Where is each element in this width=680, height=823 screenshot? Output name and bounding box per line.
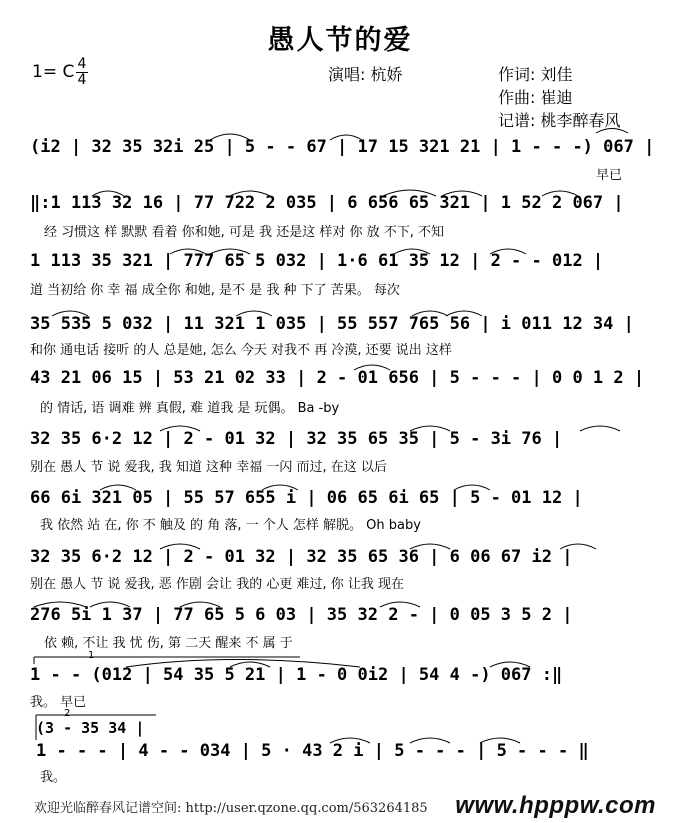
score-row-8-lyrics: 别在 愚人 节 说 爱我, 恶 作剧 会让 我的 心更 难过, 你 让我 现在: [30, 577, 404, 592]
score-row-6-notes: 32 35 6·2 12 | 2 - 01 32 | 32 35 65 35 | 5 - 3i 76 |: [30, 429, 563, 449]
slur-mark: [100, 485, 136, 490]
score-row-10-lyrics: 我。 早已: [30, 695, 87, 710]
slur-mark: [230, 662, 270, 667]
score-row-4-notes: 35 535 5 032 | 11 321 1 035 | 55 557 765 56 | i 011 12 34 |: [30, 314, 634, 334]
slur-mark: [480, 738, 520, 743]
slur-mark: [330, 135, 362, 140]
slur-mark: [210, 249, 250, 254]
score-row-1-notes: (i2 | 32 35 32i 25 | 5 - - 67 | 17 15 321 21 | 1 - - -) 067 |: [30, 137, 655, 157]
slur-mark: [454, 485, 490, 490]
score-row-3-notes: 1 113 35 321 | 777 65 5 032 | 1·6 61 35 12 | 2 - - 012 |: [30, 251, 604, 271]
score-row-9-notes: 276 5i 1 37 | 77 65 5 6 03 | 35 32 2 - | 0 05 3 5 2 |: [30, 605, 573, 625]
score-row-7-lyrics: 我 依然 站 在, 你 不 触及 的 角 落, 一 个人 怎样 解脱。 Oh baby: [40, 518, 421, 533]
slur-mark: [442, 191, 482, 196]
slur-mark: [92, 191, 124, 196]
slur-mark: [412, 311, 448, 316]
slur-mark: [90, 602, 130, 607]
slur-mark: [236, 311, 272, 316]
score-row-3-lyrics: 道 当初给 你 幸 福 成全你 和她, 是不 是 我 种 下了 苦果。 每次: [30, 283, 400, 298]
volta-2-label: 2: [64, 708, 71, 719]
slur-mark: [126, 660, 360, 668]
score-row-1-lyrics: 早已: [596, 168, 623, 183]
transcriber-credit: 记谱: 桃李醉春风: [498, 111, 621, 130]
score-row-4-lyrics: 和你 通电话 接听 的人 总是她, 怎么 今天 对我不 再 冷漠, 还要 说出 这样: [30, 343, 452, 358]
slur-mark: [170, 249, 206, 254]
footer-credit: 欢迎光临醉春风记谱空间: http://user.qzone.qq.com/563264185: [34, 801, 428, 816]
slur-mark: [160, 544, 200, 549]
score-row-12-lyrics: 我。: [40, 770, 67, 785]
slur-mark: [542, 191, 578, 196]
slur-mark: [262, 485, 298, 490]
slur-mark: [180, 602, 220, 607]
slur-mark: [560, 544, 596, 549]
slur-mark: [446, 311, 482, 316]
slur-mark: [383, 190, 436, 196]
key-signature: 1= C: [32, 62, 75, 82]
slur-mark: [410, 738, 450, 743]
time-signature-bottom: 4: [77, 72, 87, 88]
slur-mark: [330, 738, 370, 743]
score-row-5-lyrics: 的 情话, 语 调难 辨 真假, 难 道我 是 玩偶。 Ba -by: [40, 401, 340, 416]
song-title: 愚人节的爱: [267, 25, 413, 56]
score-row-8-notes: 32 35 6·2 12 | 2 - 01 32 | 32 35 65 36 | 6 06 67 i2 |: [30, 547, 573, 567]
score-row-5-notes: 43 21 06 15 | 53 21 02 33 | 2 - 01 656 | 5 - - - | 0 0 1 2 |: [30, 368, 645, 388]
slur-mark: [354, 365, 390, 370]
watermark-logo: www.hpppw.com: [455, 792, 656, 819]
slur-mark: [596, 129, 628, 134]
composer-credit: 作曲: 崔迪: [498, 88, 573, 107]
slur-mark: [490, 249, 526, 254]
slur-mark: [210, 134, 250, 140]
slur-mark: [52, 311, 88, 316]
singer-credit: 演唱: 杭娇: [328, 65, 403, 84]
score-row-6-lyrics: 别在 愚人 节 说 爱我, 我 知道 这种 幸福 一闪 而过, 在这 以后: [30, 460, 387, 475]
score-row-12-notes: 1 - - - | 4 - - 034 | 5 · 43 2 i | 5 - - - | 5 - - - ‖: [36, 741, 589, 761]
slur-mark: [160, 426, 200, 431]
score-row-2-lyrics: 经 习惯这 样 默默 看着 你和她, 可是 我 还是这 样对 你 放 不下, 不知: [44, 225, 444, 240]
slur-mark: [410, 426, 450, 431]
slur-mark: [34, 602, 86, 607]
slur-mark: [410, 544, 450, 549]
time-signature-top: 4: [77, 56, 87, 72]
score-row-9-lyrics: 依 赖, 不让 我 忧 伤, 第 二天 醒来 不 属 于: [44, 636, 293, 651]
slur-mark: [230, 191, 270, 196]
slur-mark: [580, 426, 620, 431]
slur-mark: [490, 662, 530, 667]
score-row-2-notes: ‖:1 113 32 16 | 77 722 2 035 | 6 656 65 321 | 1 52 2 067 |: [30, 193, 624, 213]
slur-mark: [394, 249, 430, 254]
slur-mark: [380, 602, 420, 607]
score-row-7-notes: 66 6i 321 05 | 55 57 655 i | 06 65 6i 65 | 5 - 01 12 |: [30, 488, 583, 508]
lyricist-credit: 作词: 刘佳: [498, 65, 573, 84]
score-row-10-notes: 1 - - (012 | 54 35 5 21 | 1 - 0 0i2 | 54 4 -) 067 :‖: [30, 665, 563, 685]
volta-1-label: 1: [88, 650, 95, 661]
score-row-11-notes: (3 - 35 34 |: [36, 719, 145, 737]
